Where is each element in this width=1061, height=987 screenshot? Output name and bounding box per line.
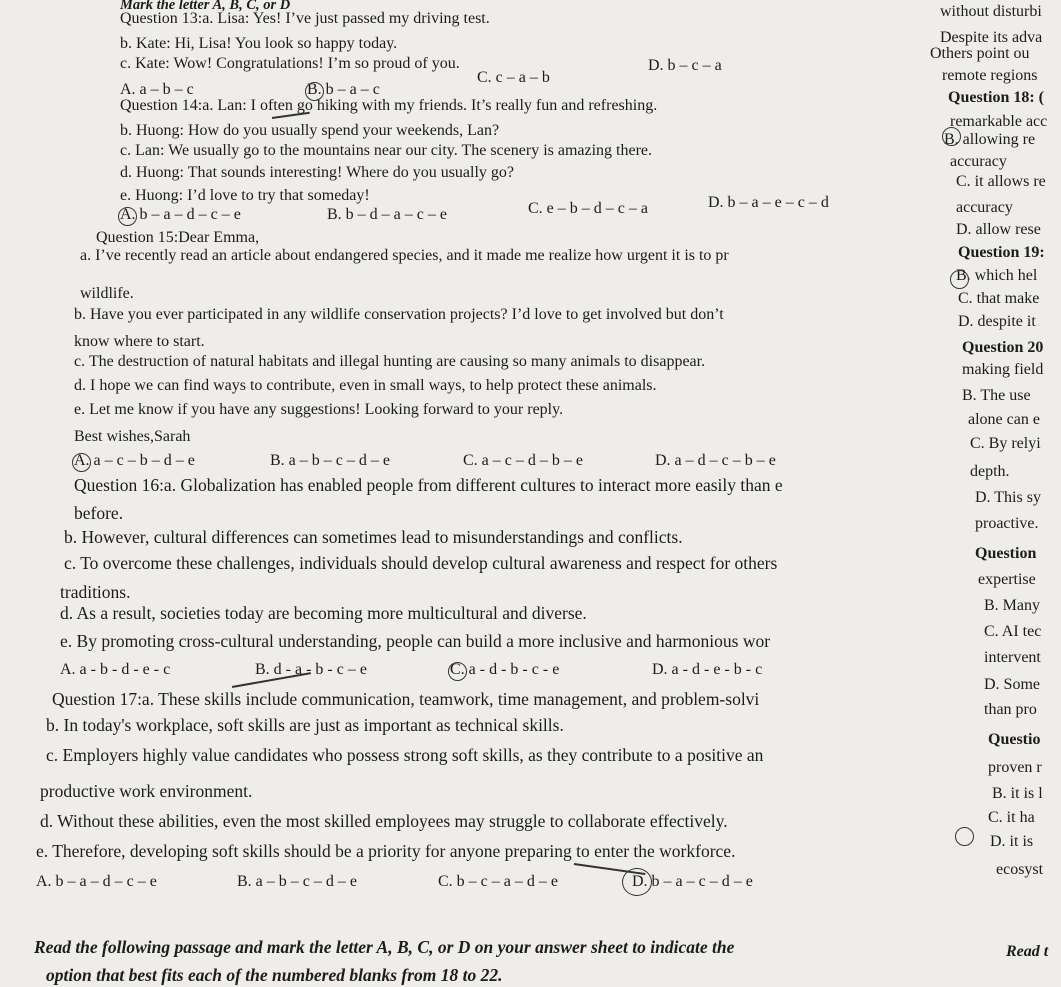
right-column-line: Question 19: <box>958 244 1045 261</box>
right-column-line: alone can e <box>968 411 1040 428</box>
q15-line-b2: know where to start. <box>74 333 205 350</box>
handwritten-circle-mark <box>118 207 137 226</box>
handwritten-circle-mark <box>305 82 324 101</box>
q16-line-a1: Question 16:a. Globalization has enabled people from different cultures to interact more easily than e <box>74 475 783 495</box>
q17-line-e: e. Therefore, developing soft skills should be a priority for anyone preparing to enter the workforce. <box>36 841 736 861</box>
right-column-line: Despite its adva <box>940 29 1043 46</box>
q14-line-d: d. Huong: That sounds interesting! Where do you usually go? <box>120 164 515 181</box>
right-column-line: C. By relyi <box>970 435 1041 452</box>
q15-line-b1: b. Have you ever participated in any wildlife conservation projects? I’d love to get involved but don’t <box>74 306 724 323</box>
q17-option-c[interactable]: C. b – c – a – d – e <box>438 873 558 890</box>
right-column-line: B. which hel <box>956 267 1038 284</box>
q16-line-e: e. By promoting cross-cultural understanding, people can build a more inclusive and harmonious wor <box>60 631 771 651</box>
right-column-line: B. allowing re <box>944 131 1036 148</box>
right-column-line: D. This sy <box>975 489 1041 506</box>
right-column-line: D. it is <box>990 833 1034 850</box>
handwritten-circle-mark <box>950 270 969 289</box>
q14-line-c: c. Lan: We usually go to the mountains near our city. The scenery is amazing there. <box>120 142 653 159</box>
q17-option-a[interactable]: A. b – a – d – c – e <box>36 873 157 890</box>
q15-line-a1: a. I’ve recently read an article about endangered species, and it made me realize how urgent it is to pr <box>80 247 729 264</box>
right-column-line: B. it is l <box>992 785 1043 802</box>
q14-option-d[interactable]: D. b – a – e – c – d <box>708 194 829 211</box>
right-column-line: C. that make <box>958 290 1040 307</box>
q14-option-a[interactable]: A. b – a – d – c – e <box>120 206 241 223</box>
right-column-line: proven r <box>988 759 1042 776</box>
right-column-line: remote regions <box>942 67 1038 84</box>
right-column-line: D. allow rese <box>956 221 1041 238</box>
right-column-line: ecosyst <box>996 861 1044 878</box>
q15-line-e: e. Let me know if you have any suggestions! Looking forward to your reply. <box>74 401 564 418</box>
right-column-line: D. despite it <box>958 313 1036 330</box>
handwritten-circle-mark <box>955 827 974 846</box>
q14-option-b[interactable]: B. b – d – a – c – e <box>327 206 447 223</box>
q16-line-b: b. However, cultural differences can sometimes lead to misunderstandings and conflicts. <box>64 527 683 547</box>
q14-line-b: b. Huong: How do you usually spend your weekends, Lan? <box>120 122 500 139</box>
q15-option-a[interactable]: A. a – c – b – d – e <box>74 452 195 469</box>
right-column-line: accuracy <box>956 199 1013 216</box>
right-column-line: proactive. <box>975 515 1039 532</box>
q16-option-a[interactable]: A. a - b - d - e - c <box>60 661 171 678</box>
passage-instruction-line2: option that best fits each of the numbered blanks from 18 to 22. <box>46 965 503 985</box>
right-column-line: C. AI tec <box>984 623 1042 640</box>
q14-line-e: e. Huong: I’d love to try that someday! <box>120 187 370 204</box>
q15-heading: Question 15:Dear Emma, <box>96 229 260 246</box>
q15-signoff: Best wishes,Sarah <box>74 428 191 445</box>
right-column-line: C. it ha <box>988 809 1035 826</box>
right-column-line: than pro <box>984 701 1037 718</box>
q15-option-b[interactable]: B. a – b – c – d – e <box>270 452 390 469</box>
right-column-line: Read t <box>1006 943 1049 960</box>
q13-line-c: c. Kate: Wow! Congratulations! I’m so proud of you. <box>120 55 460 72</box>
right-column-line: Others point ou <box>930 45 1030 62</box>
q13-line-a: Question 13:a. Lisa: Yes! I’ve just passed my driving test. <box>120 10 490 27</box>
q13-option-d[interactable]: D. b – c – a <box>648 57 722 74</box>
q17-line-c1: c. Employers highly value candidates who possess strong soft skills, as they contribute to a positive an <box>46 745 764 765</box>
right-column-line: B. The use <box>962 387 1031 404</box>
q16-line-c2: traditions. <box>60 582 131 602</box>
q16-option-d[interactable]: D. a - d - e - b - c <box>652 661 763 678</box>
handwritten-circle-mark <box>448 662 467 681</box>
right-column-line: making field <box>962 361 1044 378</box>
q16-line-c1: c. To overcome these challenges, individuals should develop cultural awareness and respect for others <box>64 553 778 573</box>
q13-line-b: b. Kate: Hi, Lisa! You look so happy today. <box>120 35 398 52</box>
instruction-header: Mark the letter A, B, C, or D <box>120 0 291 13</box>
q16-option-c[interactable]: C. a - d - b - c - e <box>450 661 560 678</box>
right-column-line: intervent <box>984 649 1041 666</box>
q17-line-b: b. In today's workplace, soft skills are just as important as technical skills. <box>46 715 564 735</box>
right-column-line: Question 18: ( <box>948 89 1044 106</box>
right-column-line: D. Some <box>984 676 1040 693</box>
right-column-line: depth. <box>970 463 1010 480</box>
right-column-line: expertise <box>978 571 1036 588</box>
right-column-line: Questio <box>988 731 1041 748</box>
q16-line-a2: before. <box>74 503 124 523</box>
right-column-line: without disturbi <box>940 3 1042 20</box>
right-column-line: C. it allows re <box>956 173 1046 190</box>
q16-line-d: d. As a result, societies today are becoming more multicultural and diverse. <box>60 603 587 623</box>
right-column-line: remarkable acc <box>950 113 1048 130</box>
q15-option-c[interactable]: C. a – c – d – b – e <box>463 452 583 469</box>
q15-line-d: d. I hope we can find ways to contribute, even in small ways, to help protect these animals. <box>74 377 657 394</box>
q15-line-a2: wildlife. <box>80 285 134 302</box>
q17-line-a: Question 17:a. These skills include communication, teamwork, time management, and problem-solvi <box>52 689 760 709</box>
q15-line-c: c. The destruction of natural habitats and illegal hunting are causing so many animals to disappear. <box>74 353 706 370</box>
q14-line-a: Question 14:a. Lan: I often go hiking with my friends. It’s really fun and refreshing. <box>120 97 658 114</box>
q13-option-a[interactable]: A. a – b – c <box>120 81 194 98</box>
q14-option-c[interactable]: C. e – b – d – c – a <box>528 200 648 217</box>
right-column-line: Question <box>975 545 1037 562</box>
right-column-line: B. Many <box>984 597 1040 614</box>
handwritten-circle-mark <box>942 127 961 146</box>
q17-line-c2: productive work environment. <box>40 781 253 801</box>
q17-line-d: d. Without these abilities, even the most skilled employees may struggle to collaborate effectively. <box>40 811 728 831</box>
right-column-line: Question 20 <box>962 339 1044 356</box>
passage-instruction-line1: Read the following passage and mark the letter A, B, C, or D on your answer sheet to indicate the <box>34 937 735 957</box>
q17-option-b[interactable]: B. a – b – c – d – e <box>237 873 357 890</box>
q13-option-c[interactable]: C. c – a – b <box>477 69 550 86</box>
q15-option-d[interactable]: D. a – d – c – b – e <box>655 452 776 469</box>
right-column-line: accuracy <box>950 153 1007 170</box>
q13-option-b[interactable]: B. b – a – c <box>307 81 380 98</box>
q17-option-d[interactable]: D. b – a – c – d – e <box>632 873 753 890</box>
handwritten-circle-mark <box>72 453 91 472</box>
q16-option-b[interactable]: B. d - a - b - c – e <box>255 661 367 678</box>
